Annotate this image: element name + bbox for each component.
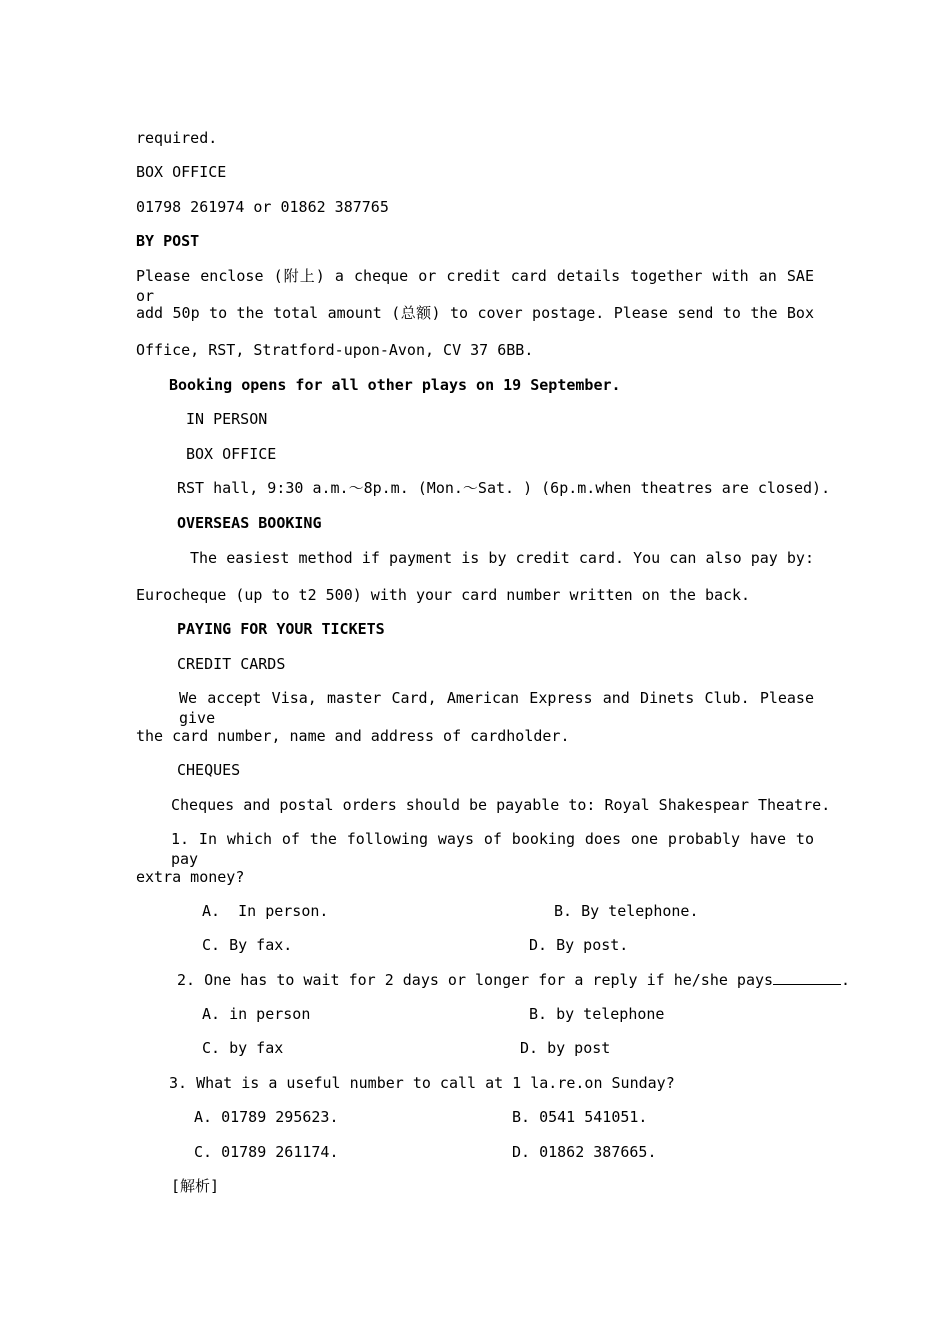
section-heading: IN PERSON	[186, 410, 268, 428]
section-heading: OVERSEAS BOOKING	[177, 514, 322, 532]
answer-blank	[773, 970, 841, 985]
phone-numbers: 01798 261974 or 01862 387765	[136, 198, 389, 216]
paragraph-line: the card number, name and address of cardholder.	[136, 727, 570, 745]
question-1: 1. In which of the following ways of booking does one probably have to pay	[171, 830, 814, 868]
paragraph-line: Cheques and postal orders should be payable to: Royal Shakespear Theatre.	[171, 796, 831, 814]
question-2	[177, 970, 850, 990]
option-c: C. by fax	[202, 1039, 284, 1057]
option-c: C. 01789 261174.	[194, 1143, 339, 1161]
analysis-label: [解析]	[171, 1177, 220, 1195]
paragraph-line: We accept Visa, master Card, American Express and Dinets Club. Please give	[179, 689, 814, 727]
paragraph-line: Eurocheque (up to t2 500) with your card number written on the back.	[136, 586, 751, 604]
section-heading: Booking opens for all other plays on 19 September.	[169, 376, 621, 394]
option-d: D. by post	[520, 1039, 611, 1057]
text-line: RST hall, 9:30 a.m.～8p.m. (Mon.～Sat. ) (6p.m.when theatres are closed).	[177, 479, 831, 497]
paragraph-line: Please enclose (附上) a cheque or credit card details together with an SAE or	[136, 267, 814, 305]
option-c: C. By fax.	[202, 936, 293, 954]
option-a: A. In person.	[202, 902, 329, 920]
subheading: CHEQUES	[177, 761, 241, 779]
option-b: B. By telephone.	[554, 902, 699, 920]
question-2-end: .	[841, 971, 851, 989]
text-line: required.	[136, 129, 218, 147]
question-2-text: 2. One has to wait for 2 days or longer for a reply if he/she pays	[177, 971, 774, 989]
option-a: A. 01789 295623.	[194, 1108, 339, 1126]
option-d: D. 01862 387665.	[512, 1143, 657, 1161]
paragraph-line: The easiest method if payment is by credit card. You can also pay by:	[190, 549, 814, 567]
paragraph-line: Office, RST, Stratford-upon-Avon, CV 37 6BB.	[136, 341, 534, 359]
subheading: CREDIT CARDS	[177, 655, 286, 673]
text-line: BOX OFFICE	[136, 163, 227, 181]
option-b: B. by telephone	[529, 1005, 665, 1023]
option-d: D. By post.	[529, 936, 629, 954]
question-3: 3. What is a useful number to call at 1 la.re.on Sunday?	[169, 1074, 675, 1092]
section-heading: PAYING FOR YOUR TICKETS	[177, 620, 385, 638]
paragraph-line: add 50p to the total amount (总额) to cover postage. Please send to the Box	[136, 304, 814, 322]
question-1-cont: extra money?	[136, 868, 245, 886]
text-line: BOX OFFICE	[186, 445, 277, 463]
option-a: A. in person	[202, 1005, 311, 1023]
option-b: B. 0541 541051.	[512, 1108, 648, 1126]
section-heading: BY POST	[136, 232, 200, 250]
